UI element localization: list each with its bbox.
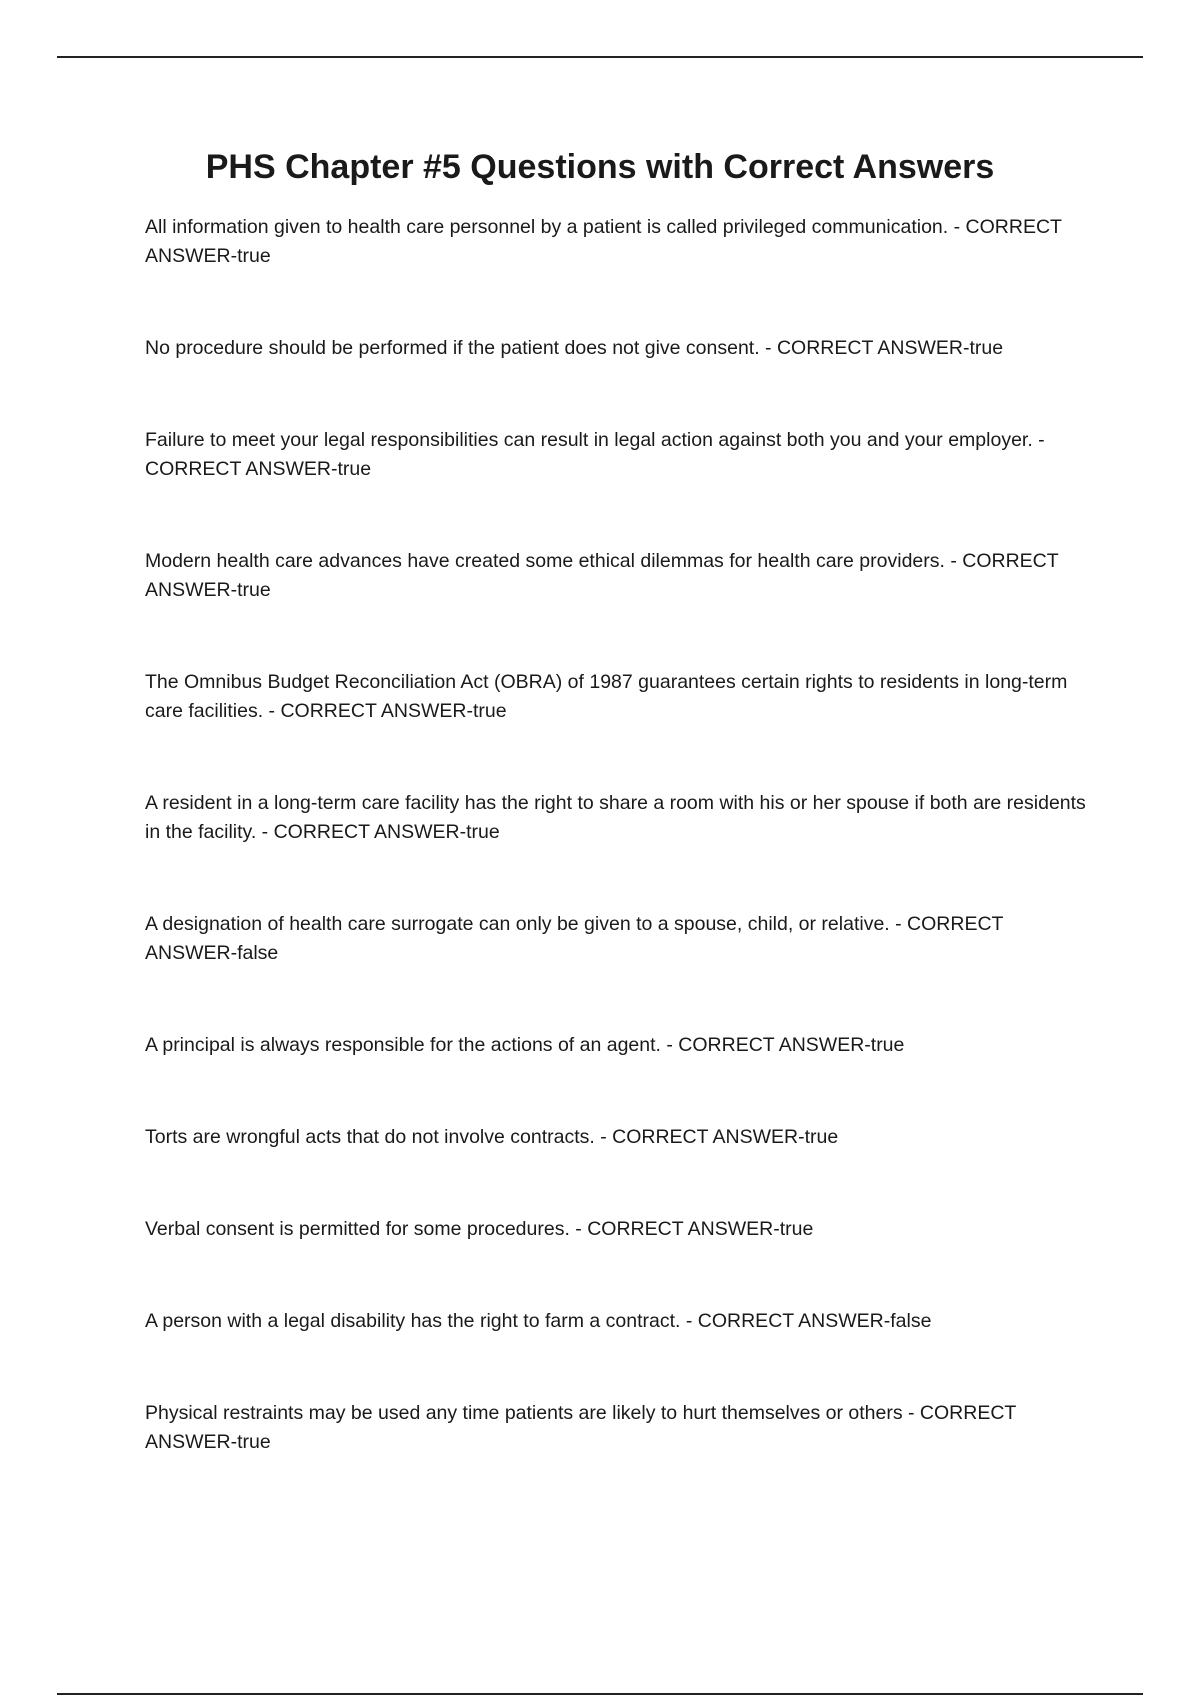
qa-item: The Omnibus Budget Reconciliation Act (OBRA) of 1987 guarantees certain rights to residents in long-term care facilities. - CORRECT ANSWER-true [145,671,1068,722]
qa-list [145,213,1095,1457]
qa-item: Modern health care advances have created some ethical dilemmas for health care providers. - CORRECT ANSWER-true [145,550,1059,601]
qa-item: No procedure should be performed if the patient does not give consent. - CORRECT ANSWER-true [145,337,1004,359]
qa-item: A resident in a long-term care facility has the right to share a room with his or her spouse if both are residents in the facility. - CORRECT ANSWER-true [145,792,1086,843]
top-rule [57,56,1143,58]
qa-item: Torts are wrongful acts that do not involve contracts. - CORRECT ANSWER-true [145,1126,839,1148]
bottom-rule [57,1693,1143,1695]
qa-item: Verbal consent is permitted for some procedures. - CORRECT ANSWER-true [145,1218,814,1240]
qa-item: Failure to meet your legal responsibilities can result in legal action against both you and your employer. - CORRECT ANSWER-true [145,429,1045,480]
page-title: PHS Chapter #5 Questions with Correct Answers [205,148,995,186]
qa-item: Physical restraints may be used any time patients are likely to hurt themselves or others - CORRECT ANSWER-true [145,1402,1016,1453]
qa-item: A designation of health care surrogate can only be given to a spouse, child, or relative. - CORRECT ANSWER-false [145,913,1004,964]
qa-item: A person with a legal disability has the right to farm a contract. - CORRECT ANSWER-false [145,1310,932,1332]
qa-item: A principal is always responsible for the actions of an agent. - CORRECT ANSWER-true [145,1034,905,1056]
qa-item: All information given to health care personnel by a patient is called privileged communication. - CORRECT ANSWER-true [145,216,1062,267]
